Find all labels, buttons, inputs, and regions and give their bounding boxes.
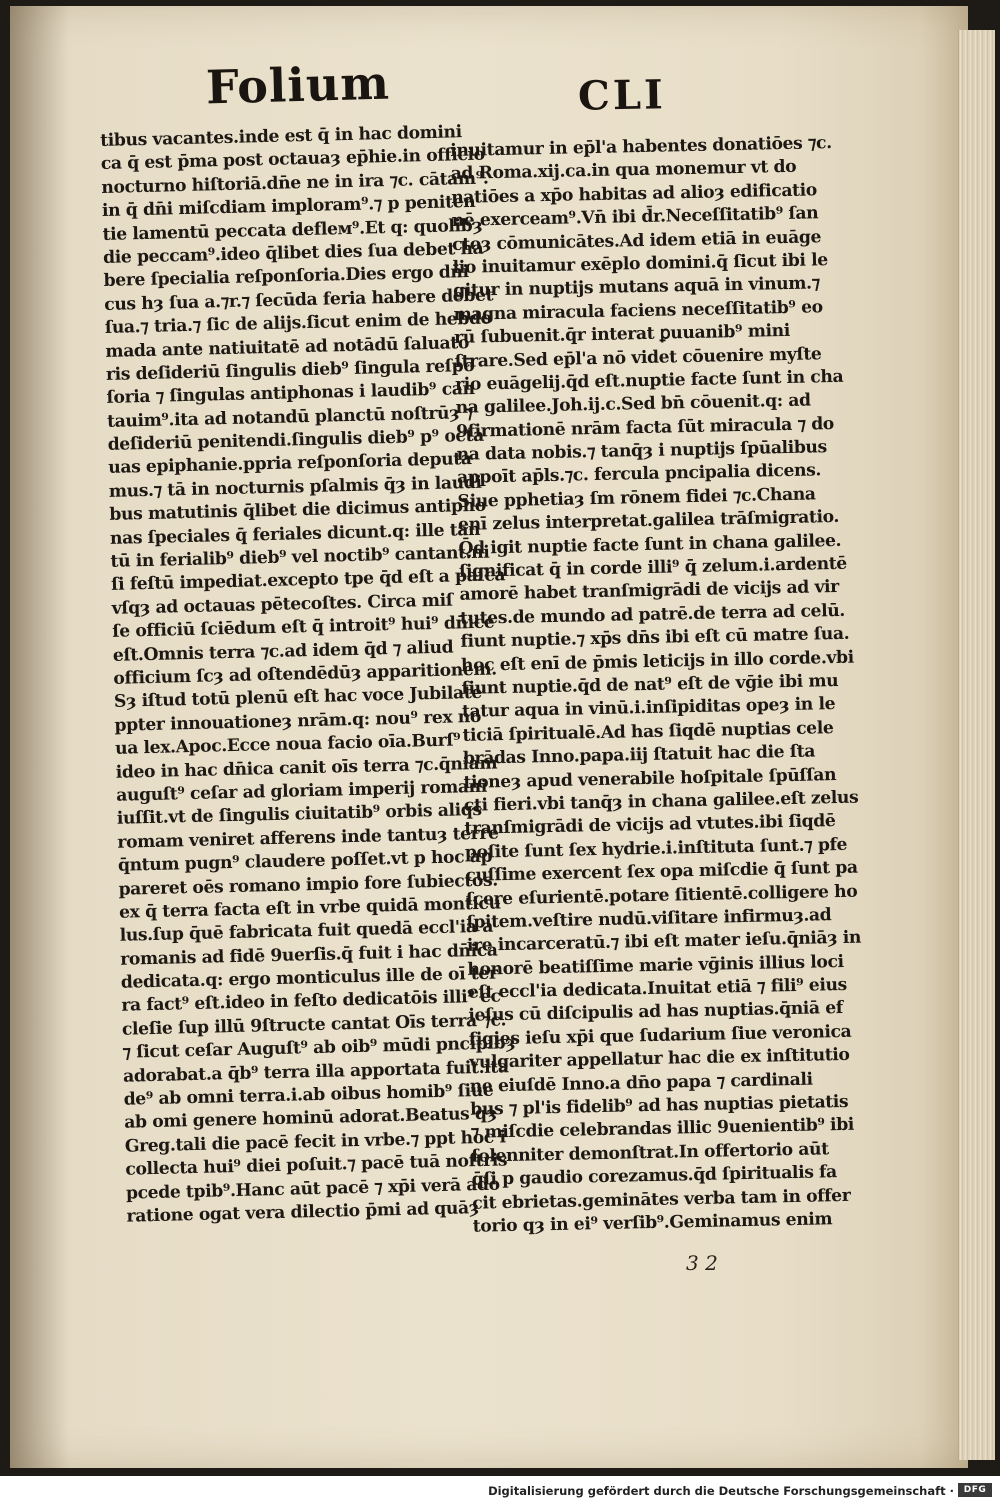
text-line: inuitamur in ep̄l'a habentes donatiōes ⁊c. bbox=[450, 133, 832, 161]
text-line: pcede tpib⁹.Hanc aūt pacē ⁊ xp̄i verā ado bbox=[125, 1174, 500, 1204]
text-line: mada ante natiuitatē ad notādū ſaluato bbox=[105, 332, 470, 362]
text-line: q̄ntum pugn⁹ claudere poſſet.vt p hoc ap bbox=[117, 846, 493, 876]
text-line: na data nobis.⁊ tanq̄ȝ i nuptijs ſpūalibus bbox=[456, 437, 828, 466]
text-line: ad Roma.xij.ca.in qua monemur vt do bbox=[450, 157, 797, 185]
text-line: lus.ſup q̄uē fabricata fuit quedā eccl'ia a bbox=[119, 916, 494, 947]
text-line: poſite ſunt ſex hydrie.i.inſtituta ſunt.⁊ pfe bbox=[464, 834, 848, 863]
text-line: tatur aqua in vinū.i.inſipiditas opeȝ in le bbox=[461, 694, 836, 723]
text-line: enī zelus interpretat.galilea trāſmigratio. bbox=[457, 507, 840, 536]
text-line: tie lamentū peccata defleм⁹.Et q: quolibȝ bbox=[102, 215, 483, 245]
text-line: tū in ferialib⁹ dieb⁹ vel noctib⁹ cantant.ni bbox=[110, 542, 490, 572]
text-line: ticiā ſpiritualē.Ad has ſiqdē nuptias cele bbox=[462, 717, 834, 746]
text-line: ca q̄ est p̄ma post octauaȝ ep̄hie.in officio bbox=[100, 145, 485, 175]
text-line: nocturno hiſtoriā.dn̄e ne in ira ⁊c. cātam⁹. bbox=[101, 168, 489, 198]
text-line: ra fact⁹ eſt.ideo in feſto dedicatōis illi⁹ ec bbox=[121, 986, 501, 1017]
text-line: honorē beatiſſime marie vḡinis illius loci bbox=[467, 951, 844, 980]
signature-mark: 3 2 bbox=[686, 1251, 718, 1275]
page-edge-stack bbox=[958, 30, 995, 1460]
text-line: magna miracula faciens neceſſitatib⁹ eo bbox=[453, 296, 823, 325]
text-line: officium ſcȝ ad oſtendēdūȝ apparitionem. bbox=[113, 659, 497, 689]
text-line: ſtrare.Sed ep̄l'a nō videt cōuenire myſte bbox=[454, 343, 822, 372]
text-line: ire incarceratū.⁊ ibi eſt mater ieſu.q̄niāȝ in bbox=[466, 927, 862, 957]
text-line: cti fieri.vbi tanq̄ȝ in chana galilee.eſt zelus bbox=[463, 787, 859, 816]
text-line: nē exerceam⁹.Vn̄ ibi d̄r.Neceſſitatib⁹ ſan bbox=[451, 203, 819, 232]
text-line: nas ſpeciales q̄ feriales dicunt.q: ille tan bbox=[109, 519, 481, 549]
text-line: cleſie ſup illū 9ſtructe cantat Oīs terra ⁊c. bbox=[121, 1010, 507, 1040]
text-line: ris deſideriū ſingulis dieb⁹ ſingula reſpō bbox=[105, 355, 475, 385]
text-line: adorabat.a q̄b⁹ terra illa apportata fuit.ita bbox=[122, 1056, 509, 1087]
text-line: rio euāgelij.q̄d eſt.nuptie facte ſunt in cha bbox=[454, 366, 844, 395]
text-line: tutes.de mundo ad patrē.de terra ad celū. bbox=[459, 600, 846, 629]
text-line: tibus vacantes.inde est q̄ in hac domini bbox=[100, 122, 463, 151]
text-line: ieſus cū diſcipulis ad has nuptias.q̄niā ef bbox=[468, 998, 844, 1027]
text-line: Q̄d igit nuptie facte ſunt in chana galilee. bbox=[458, 530, 842, 559]
text-line: q̄ſi p gaudio corezamus.q̄d ſpiritualis fa bbox=[471, 1162, 838, 1190]
gutter-shadow bbox=[10, 6, 70, 1468]
text-line: eſt eccl'ia dedicata.Inuitat etiā ⁊ fili⁹ eius bbox=[467, 974, 848, 1003]
text-line: ab omi genere hominū adorat.Beatus qȝ bbox=[124, 1104, 497, 1134]
text-line: hoc eſt enī de p̄mis leticijs in illo corde.vbi bbox=[460, 647, 854, 676]
text-line: tauim⁹.ita ad notandū planctū noſtrūȝ ⁊ bbox=[106, 402, 474, 432]
text-line: na galilee.Joh.ij.c.Sed bn̄ cōuenit.q: ad bbox=[455, 390, 811, 419]
text-line: mus.⁊ tā in nocturnis pſalmis q̄ȝ in laudi bbox=[108, 472, 482, 502]
text-line: collecta hui⁹ diei poſuit.⁊ pacē tuā noſtris bbox=[125, 1150, 508, 1180]
text-line: uas epiphanie.ppria reſponſoria deputa bbox=[108, 449, 472, 479]
dfg-logo: DFG bbox=[958, 1483, 992, 1497]
text-line: bus matutinis q̄libet die dicimus antipho bbox=[109, 495, 487, 526]
text-line: pareret oēs romano impio fore ſubiectos. bbox=[118, 870, 499, 900]
text-line: ſoria ⁊ ſingulas antiphonas i laudib⁹ can bbox=[106, 379, 475, 409]
text-line: 9firmationē nrām facta ſūt miracula ⁊ do bbox=[455, 413, 835, 442]
funding-credit: Digitalisierung gefördert durch die Deutsche Forschungsgemeinschaft · bbox=[488, 1484, 954, 1498]
text-line: ſpitem.veſtire nudū.viſitare infirmuȝ.ad bbox=[466, 905, 832, 933]
text-line: cus hȝ ſua a.⁊r.⁊ ſecūda feria habere debet bbox=[104, 285, 494, 315]
text-line: Siue pphetiaȝ ſm rōnem fidei ⁊c.Chana bbox=[457, 484, 816, 512]
text-line: lio inuitamur exēplo domini.q̄ ſicut ibi le bbox=[452, 250, 829, 278]
text-line: vſqȝ ad octauas pētecoſtes. Circa miſ bbox=[111, 590, 453, 619]
text-line: ſe officiū ſciēdum eſt q̄ introit⁹ hui⁹ dn̄ice bbox=[112, 612, 495, 643]
text-line: dedicata.q: ergo monticulus ille de oī ter bbox=[120, 963, 498, 993]
text-line: iuſſit.vt de ſingulis ciuitatib⁹ orbis aliqs bbox=[116, 800, 482, 830]
book-page bbox=[10, 6, 968, 1468]
text-line: bus ⁊ pl'is fidelib⁹ ad has nuptias pietatis bbox=[470, 1091, 849, 1120]
text-line: in q̄ dn̄i miſcdiam imploram⁹.⁊ p peniten bbox=[101, 192, 476, 222]
text-line: natiōes a xp̄o habitas ad alioȝ edificatio bbox=[451, 180, 818, 208]
text-line: de⁹ ab omni terra.i.ab oibus homib⁹ ſiue bbox=[123, 1080, 494, 1110]
text-line: brādas Inno.papa.iij ſtatuit hac die ſta bbox=[462, 741, 816, 770]
text-line: tioneȝ apud venerabile hoſpitale ſpūſſan bbox=[463, 764, 837, 793]
text-line: amorē habet tranſmigrādi de vicijs ad vir bbox=[459, 577, 840, 606]
text-line: ⁊ ſicut ceſar Auguſt⁹ ab oib⁹ mūdi pncipibȝ bbox=[122, 1033, 516, 1063]
text-line: fiunt nuptie.⁊ xp̄s dn̄s ibi eſt cū matre ſua. bbox=[460, 623, 850, 653]
text-line: eſt.Omnis terra ⁊c.ad idem q̄d ⁊ aliud bbox=[112, 637, 454, 666]
text-line: deſideriū penitendi.ſingulis dieb⁹ p⁹ octa bbox=[107, 425, 485, 455]
text-line: ex q̄ terra facta eſt in vrbe quidā monticu bbox=[118, 893, 501, 923]
text-line: ⁊ miſcdie celebrandas illic 9uenientib⁹ ibi bbox=[470, 1115, 855, 1144]
text-line: cuſſime exercent ſex opa miſcdie q̄ ſunt pa bbox=[465, 857, 858, 886]
running-header-folium: Folium bbox=[205, 55, 391, 115]
text-column-left bbox=[100, 122, 516, 1240]
text-line: torio qȝ in ei⁹ verſib⁹.Geminamus enim bbox=[472, 1209, 833, 1237]
text-line: Greg.tali die pacē fecit in vrbe.⁊ ppt hoc i bbox=[124, 1127, 506, 1157]
text-line: cit ebrietas.geminātes verba tam in offer bbox=[472, 1185, 851, 1214]
text-column-right bbox=[450, 133, 862, 1250]
footer-bar bbox=[0, 1476, 1000, 1504]
text-line: appoīt ap̄ls.⁊c. fercula pncipalia dicens. bbox=[456, 460, 822, 489]
text-line: ſignificat q̄ in corde illi⁹ q̄ zelum.i.ardentē bbox=[458, 553, 848, 582]
text-line: ſolenniter demonſtrat.In offertorio aūt bbox=[471, 1139, 829, 1167]
text-line: vulgariter appellatur hac die ex inſtitutio bbox=[469, 1045, 850, 1074]
text-line: ſcere eſurientē.potare ſitientē.colligere ho bbox=[465, 881, 858, 910]
text-line: rū ſubuenit.q̄r interat ꝑuuanib⁹ mini bbox=[453, 321, 791, 349]
text-line: ratione ogat vera dilectio p̄mi ad quāȝ bbox=[126, 1198, 480, 1227]
folio-number: CLI bbox=[577, 71, 667, 120]
text-line: ua lex.Apoc.Ecce noua facio oīa.Burſ⁹ bbox=[114, 730, 461, 759]
text-line: die peccam⁹.ideo q̄libet dies ſua debet ha bbox=[102, 238, 484, 268]
text-line: figies ieſu xp̄i que ſudarium ſiue veronica bbox=[468, 1021, 852, 1050]
text-line: tranſmigrādi de vicijs ad vtutes.ibi ſiqdē bbox=[464, 811, 836, 840]
text-line: ne eiuſdē Inno.a dn̄o papa ⁊ cardinali bbox=[469, 1069, 813, 1097]
text-line: ſi feſtū impediat.excepto tpe q̄d eſt a paſca bbox=[110, 565, 506, 596]
text-line: ppter innouationeȝ nrām.q: nou⁹ rex no bbox=[114, 706, 482, 736]
text-line: ctoȝ cōmunicātes.Ad idem etiā in euāge bbox=[451, 226, 822, 255]
text-line: ſua.⁊ tria.⁊ ſic de alijs.ſicut enim de hebdo bbox=[104, 308, 492, 339]
text-line: bere ſpecialia reſponſoria.Dies ergo dn̄i bbox=[103, 262, 469, 292]
text-line: romanis ad fidē 9uerſis.q̄ fuit i hac dn̄ica bbox=[120, 940, 498, 970]
text-line: auguſt⁹ ceſar ad gloriam imperij romani bbox=[116, 776, 488, 806]
text-line: Sȝ iſtud totū plenū eſt hac voce Jubilate bbox=[113, 683, 483, 713]
text-line: ideo in hac dn̄ica canit oīs terra ⁊c.q̄niam bbox=[115, 753, 498, 783]
text-line: fiunt nuptie.q̄d de nat⁹ eſt de vḡie ibi mu bbox=[461, 670, 839, 699]
text-line: romam veniret afferens inde tantuȝ terre bbox=[117, 823, 499, 853]
text-line: gitur in nuptijs mutans aquā in vinum.⁊ bbox=[452, 273, 821, 302]
